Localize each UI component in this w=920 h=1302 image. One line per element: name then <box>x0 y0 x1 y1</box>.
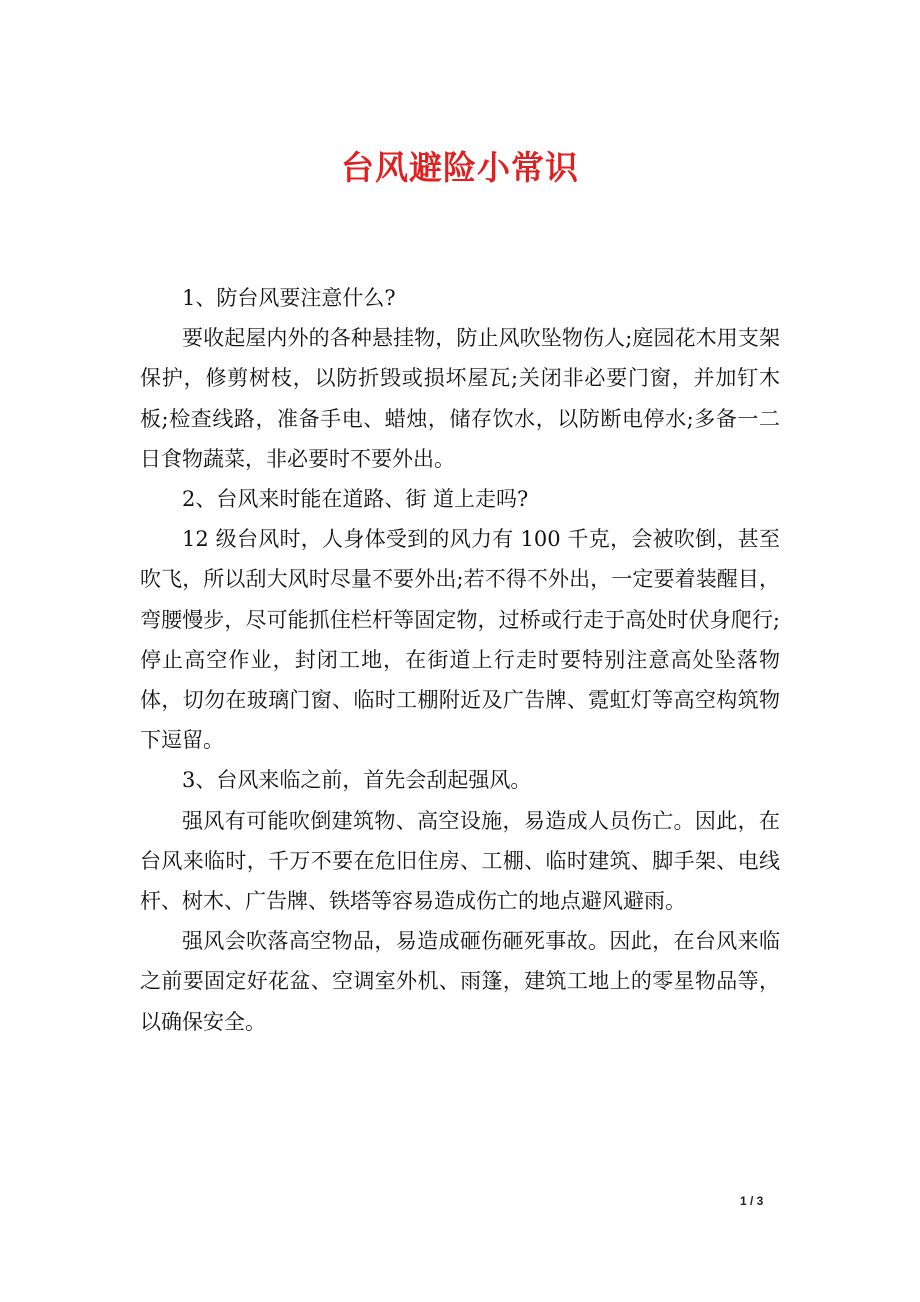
document-body <box>140 278 780 1042</box>
answer-paragraph-2: 12 级台风时，人身体受到的风力有 100 千克，会被吹倒，甚至吹飞，所以刮大风时尽量不要外出;若不得不外出，一定要着装醒目，弯腰慢步，尽可能抓住栏杆等固定物，过桥或行走于高处时伏身爬行;停止高空作业，封闭工地，在街道上行走时要特别注意高处坠落物体，切勿在玻璃门窗、临时工棚附近及广告牌、霓虹灯等高空构筑物下逗留。 <box>140 527 780 753</box>
answer-paragraph-3a: 强风有可能吹倒建筑物、高空设施，易造成人员伤亡。因此，在台风来临时，千万不要在危旧住房、工棚、临时建筑、脚手架、电线杆、树木、广告牌、铁塔等容易造成伤亡的地点避风避雨。 <box>140 808 780 914</box>
question-heading-3: 3、台风来临之前，首先会刮起强风。 <box>182 768 532 793</box>
document-title: 台风避险小常识 <box>341 148 579 187</box>
page-number: 1 / 3 <box>740 1194 764 1208</box>
question-heading-1: 1、防台风要注意什么? <box>182 286 396 310</box>
answer-paragraph-3b: 强风会吹落高空物品，易造成砸伤砸死事故。因此，在台风来临之前要固定好花盆、空调室外机、雨篷，建筑工地上的零星物品等，以确保安全。 <box>140 929 780 1034</box>
question-heading-2: 2、台风来时能在道路、街 道上走吗? <box>182 487 529 512</box>
answer-paragraph-1: 要收起屋内外的各种悬挂物，防止风吹坠物伤人;庭园花木用支架保护，修剪树枝，以防折毁或损坏屋瓦;关闭非必要门窗，并加钉木板;检查线路，准备手电、蜡烛，储存饮水，以防断电停水;多备一二日食物蔬菜，非必要时不要外出。 <box>140 326 780 471</box>
